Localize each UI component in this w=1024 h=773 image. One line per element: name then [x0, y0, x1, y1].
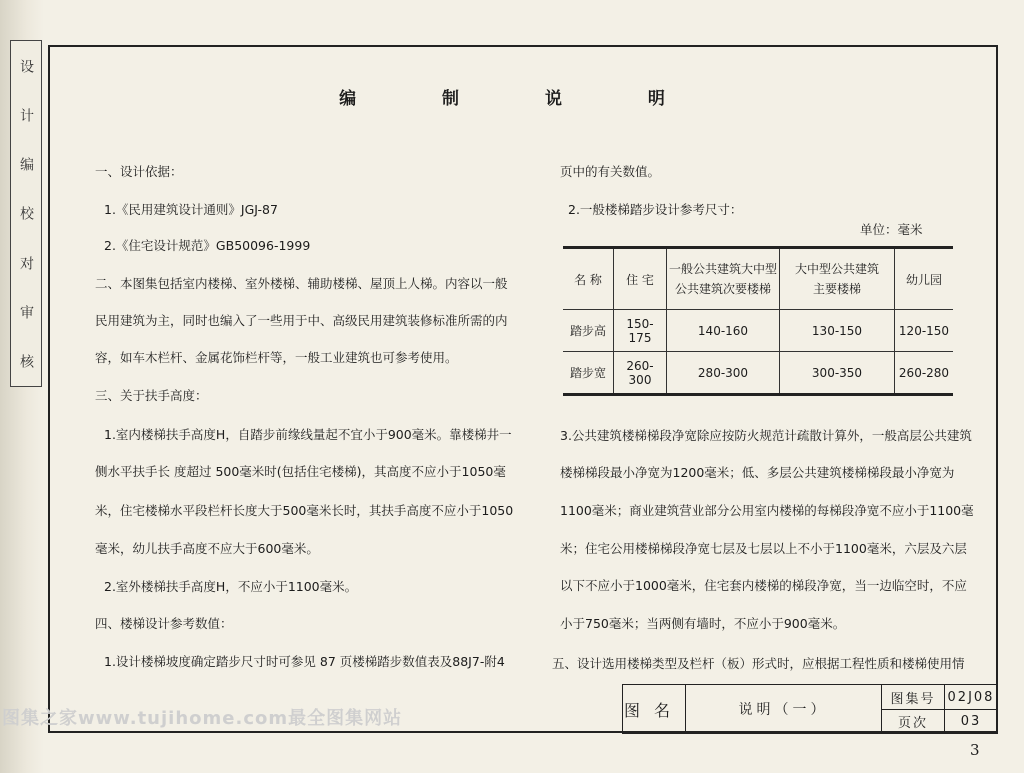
- text-line: 2.一般楼梯踏步设计参考尺寸：: [568, 202, 743, 217]
- atlas-number-label: 图集号: [882, 685, 945, 710]
- signature-label: 设: [18, 58, 34, 73]
- text-line: 毫米，幼儿扶手高度不应大于600毫米。: [95, 541, 319, 556]
- text-line: 2.室外楼梯扶手高度H，不应小于1100毫米。: [104, 579, 358, 594]
- signature-label: 编: [18, 157, 34, 172]
- text-line: 楼梯梯段最小净宽为1200毫米；低、多层公共建筑楼梯梯段最小净宽为: [560, 465, 955, 480]
- text-line: 1.设计楼梯坡度确定踏步尺寸时可参见 87 页楼梯踏步数值表及88J7-附4: [104, 654, 505, 669]
- watermark-text: 图集之家www.tujihome.com最全图集网站: [2, 708, 403, 729]
- table-cell: 260-300: [614, 352, 667, 395]
- column-header: 幼儿园: [895, 248, 954, 310]
- signature-label: 计: [18, 107, 34, 122]
- text-line: 1100毫米；商业建筑营业部分公用室内楼梯的每梯段净宽不应小于1100毫: [560, 503, 974, 518]
- table-cell: 280-300: [667, 352, 780, 395]
- table-cell: 300-350: [780, 352, 895, 395]
- section-heading: 二、本图集包括室内楼梯、室外楼梯、辅助楼梯、屋顶上人梯。内容以一般: [95, 276, 508, 291]
- section-heading: 一、设计依据：: [95, 164, 183, 179]
- table-cell: 130-150: [780, 310, 895, 352]
- signature-label: 校: [18, 206, 34, 221]
- table-cell: 140-160: [667, 310, 780, 352]
- table-row: [563, 352, 953, 395]
- page-code: 03: [945, 710, 998, 734]
- table-cell: 踏步宽: [563, 352, 614, 395]
- text-line: 米；住宅公用楼梯梯段净宽七层及七层以上不小于1100毫米，六层及六层: [560, 541, 967, 556]
- text-line: 容，如车木栏杆、金属花饰栏杆等，一般工业建筑也可参考使用。: [95, 350, 458, 365]
- page-number: 3: [970, 741, 980, 759]
- signature-label: 核: [18, 354, 34, 369]
- text-line: 1.《民用建筑设计通则》JGJ-87: [104, 202, 278, 217]
- page-label: 页次: [882, 710, 945, 734]
- section-heading: 三、关于扶手高度：: [95, 388, 208, 403]
- table-cell: 260-280: [895, 352, 954, 395]
- text-line: 2.《住宅设计规范》GB50096-1999: [104, 238, 311, 253]
- drawing-name: 说明（一）: [686, 685, 882, 734]
- table-cell: 120-150: [895, 310, 954, 352]
- column-header: 一般公共建筑大中型 公共建筑次要楼梯: [667, 248, 780, 310]
- column-header: 名 称: [563, 248, 614, 310]
- atlas-number: 02J08: [945, 685, 998, 710]
- table-header-row: [563, 248, 953, 310]
- table-cell: 150-175: [614, 310, 667, 352]
- unit-label: 单位：毫米: [860, 222, 923, 237]
- table-cell: 踏步高: [563, 310, 614, 352]
- text-line: 米，住宅楼梯水平段栏杆长度大于500毫米长时，其扶手高度不应小于1050: [95, 503, 514, 518]
- text-line: 小于750毫米；当两侧有墙时，不应小于900毫米。: [560, 616, 846, 631]
- text-line: 3.公共建筑楼梯梯段净宽除应按防火规范计疏散计算外，一般高层公共建筑: [560, 428, 972, 443]
- section-heading: 四、楼梯设计参考数值：: [95, 616, 233, 631]
- signature-label: 对: [18, 255, 34, 270]
- title-block: [622, 684, 998, 734]
- column-header: 住 宅: [614, 248, 667, 310]
- signature-label: 审: [18, 305, 34, 320]
- table-row: [563, 310, 953, 352]
- column-header: 大中型公共建筑 主要楼梯: [780, 248, 895, 310]
- text-line: 1.室内楼梯扶手高度H，自踏步前缘线量起不宜小于900毫米。靠楼梯井一: [104, 427, 512, 442]
- text-line: 民用建筑为主，同时也编入了一些用于中、高级民用建筑装修标准所需的内: [95, 313, 508, 328]
- text-line: 页中的有关数值。: [560, 164, 661, 179]
- section-heading: 五、设计选用楼梯类型及栏杆（板）形式时，应根据工程性质和楼梯使用情: [552, 656, 965, 671]
- step-dimension-table: [563, 246, 953, 396]
- page-title: 编 制 说 明: [339, 89, 705, 109]
- drawing-name-label: 图名: [623, 685, 686, 734]
- text-line: 以下不应小于1000毫米，住宅套内楼梯的梯段净宽，当一边临空时，不应: [560, 578, 967, 593]
- text-line: 侧水平扶手长 度超过 500毫米时(包括住宅楼梯)，其高度不应小于1050毫: [95, 464, 506, 479]
